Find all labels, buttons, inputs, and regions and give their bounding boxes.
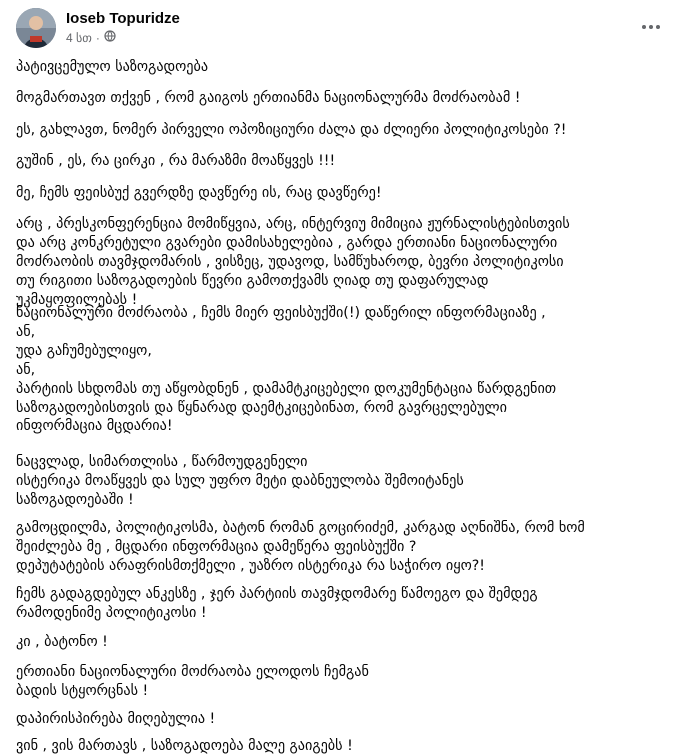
post-text-line: პატივცემულო საზოგადოება	[16, 59, 209, 75]
post-text-line: ერთიანი ნაციონალური მოძრაობა ელოდოს ჩემგან	[16, 664, 369, 680]
post-text-line: ეს, გახლავთ, ნომერ პირველი ოპოზიციური ძალა და ძლიერი პოლიტიკოსები ?!	[16, 122, 567, 138]
post-text-line: და არც კონკრეტული გვარები დამისახელებია , გარდა ერთიანი ნაციონალური	[16, 234, 558, 251]
post-time[interactable]: 4 სთ	[66, 30, 92, 45]
post-header	[16, 8, 666, 48]
post-text-line: უდა გაჩუმებულიყო,	[16, 342, 152, 359]
author-name[interactable]: Ioseb Topuridze	[66, 10, 180, 27]
post-text-line: არც , პრესკონფერენცია მომიწყვია, არც, ინტერვიუ მიმიცია ჟურნალისტებისთვის	[16, 216, 570, 232]
post-text-line: დეპუტატების არაფრისმთქმელი , უაზრო ისტერიკა რა საჭირო იყო?!	[16, 557, 485, 574]
post-text-line: მე, ჩემს ფეისბუქ გვერდზე დავწერე ის, რაც დავწერე!	[16, 185, 382, 201]
post-text-line: გამოცდილმა, პოლიტიკოსმა, ბატონ რომან გოცირიძემ, კარგად აღნიშნა, რომ ხომ	[16, 520, 585, 536]
meta-separator: ·	[95, 30, 100, 45]
post-text-line: ნაცვლად, სიმართლისა , წარმოუდგენელი	[16, 454, 308, 470]
post-text-line: ან,	[16, 323, 36, 340]
post-text-line: ჩემს გადაგდებულ ანკესზე , ჯერ პარტიის თავმჯდომარე წამოეგო და შემდეგ	[16, 586, 538, 602]
post-text-line: ინფორმაცია მცდარია!	[16, 418, 173, 435]
post-text-line: მოძრაობის თავმჯდომარის , ვისზეც, უდავოდ, სამწუხაროდ, ბევრი პოლიტიკოსი	[16, 253, 564, 270]
post-text-line: საზოგადოებაში !	[16, 491, 134, 508]
post-text-line: კი , ბატონო !	[16, 634, 108, 650]
post-text-line: ან,	[16, 361, 36, 378]
globe-icon[interactable]	[104, 30, 116, 45]
post-text-line: თუ რიგითი საზოგადოების წევრი გამოთქვამს ღიად თუ დაფარულად	[16, 272, 489, 289]
post-text-line: ნაციონალური მოძრაობა , ჩემს მიერ ფეისბუქში(!) დაწერილ ინფორმაციაზე ,	[16, 305, 546, 321]
post-text-line: რამოდენიმე პოლიტიკოსი !	[16, 604, 207, 621]
post-text-line: პარტიის სხდომას თუ აწყობდნენ , დამამტკიცებელი დოკუმენტაცია წარდგენით	[16, 380, 557, 397]
more-horizontal-icon	[641, 15, 661, 34]
post-text-line: დაპირისპირება მიღებულია !	[16, 711, 216, 727]
post-text-line: შეიძლება მე , მცდარი ინფორმაცია დამეწერა ფეისბუქში ?	[16, 538, 417, 555]
more-options-button[interactable]	[636, 12, 666, 36]
post-text-line: ვინ , ვის მართავს , საზოგადოება მალე გაიგებს !	[16, 738, 353, 754]
post-text-line: მოგმართავთ თქვენ , რომ გაიგოს ერთიანმა ნაციონალურმა მოძრაობამ !	[16, 90, 521, 106]
post-meta	[66, 30, 116, 45]
post-text-line: უკმაყოფილებას !	[16, 291, 138, 308]
post-text-line: გუშინ , ეს, რა ცირკი , რა მარაზმი მოაწყვეს !!!	[16, 153, 336, 169]
author-avatar[interactable]	[16, 8, 56, 48]
post-text-line: ისტერიკა მოაწყვეს და სულ უფრო მეტი დაბნეულობა შემოიტანეს	[16, 472, 464, 489]
post-text-line: ბადის სტყორცნას !	[16, 682, 149, 699]
post-text-line: საზოგადოებისთვის და წყნარად დაემტკიცებინათ, რომ გავრცელებული	[16, 399, 507, 416]
